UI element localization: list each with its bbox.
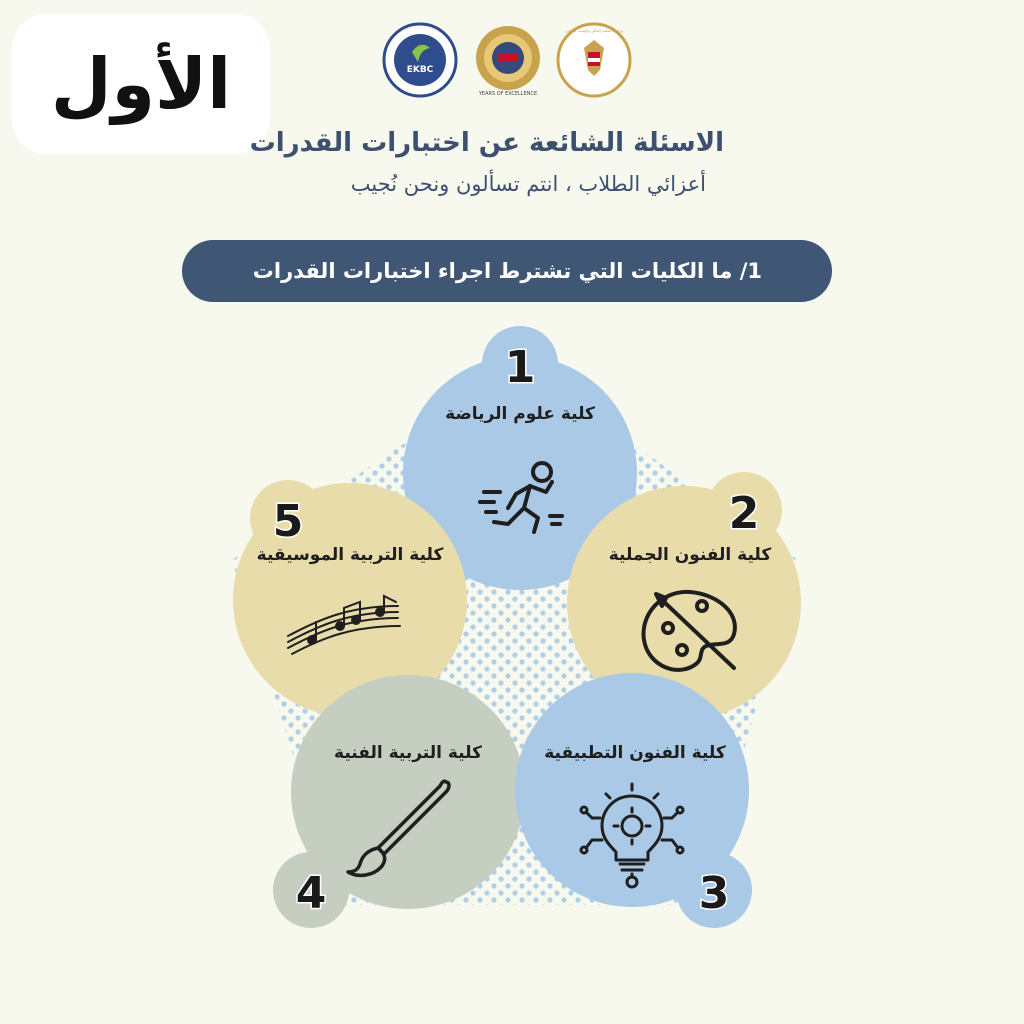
rank-badge-text: الأول [50, 43, 232, 125]
college-number-3: 3 [698, 868, 730, 919]
college-label-4: كلية التربية الفنية [334, 743, 482, 763]
question-text: 1/ ما الكليات التي تشترط اجراء اختبارات القدرات [252, 259, 762, 283]
college-number-4: 4 [295, 868, 327, 919]
page-title: الاسئلة الشائعة عن اختبارات القدرات [249, 128, 724, 158]
college-number-2: 2 [728, 488, 760, 539]
svg-text:YEARS OF EXCELLENCE: YEARS OF EXCELLENCE [478, 91, 538, 97]
page-subtitle: أعزائي الطلاب ، انتم تسألون ونحن نُجيب [350, 172, 706, 196]
college-label-5: كلية التربية الموسيقية [256, 545, 444, 565]
college-label-2: كلية الفنون الجملية [608, 545, 772, 565]
college-number-5: 5 [272, 496, 304, 547]
college-label-1: كلية علوم الرياضة [445, 404, 595, 424]
college-number-1: 1 [504, 342, 536, 393]
college-label-3: كلية الفنون التطبيقية [544, 743, 726, 763]
svg-text:EKBC: EKBC [406, 65, 434, 75]
svg-text:وزارة التعليم العالي والبحث ال: وزارة التعليم العالي والبحث العلمي [565, 28, 623, 33]
